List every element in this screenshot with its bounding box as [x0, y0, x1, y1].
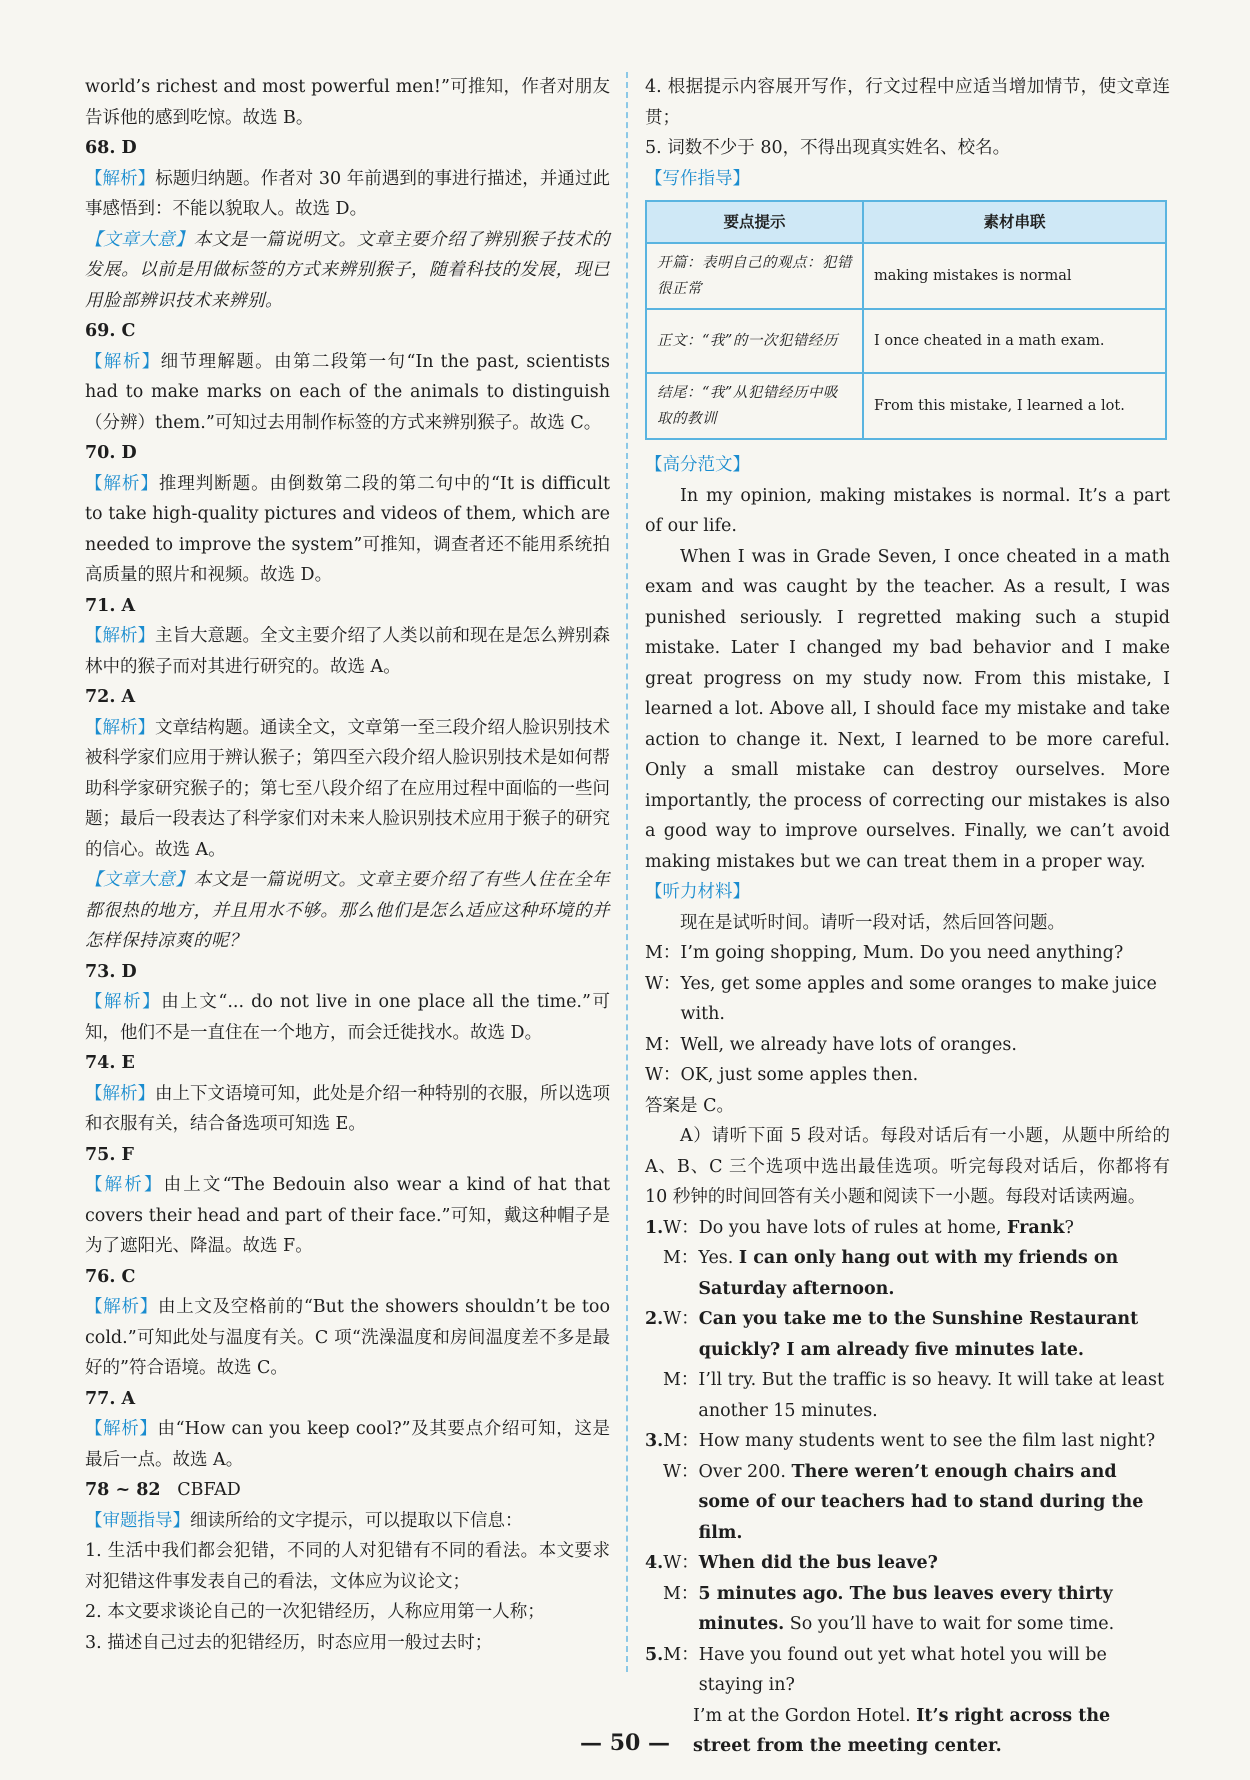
q78-82: 78 ~ 82 CBFAD: [85, 1480, 241, 1500]
q72: 72. A: [85, 687, 136, 707]
table-cell: 结尾：“我”从犯错经历中吸取的教训: [646, 373, 863, 439]
q71: 71. A: [85, 595, 136, 616]
writing-point-3: 3. 描述自己过去的犯错经历，时态应用一般过去时；: [85, 1632, 493, 1653]
writing-guide-heading: 【写作指导】: [645, 168, 750, 189]
table-header-row: [646, 201, 1166, 243]
q68-analysis: 【解析】标题归纳题。作者对 30 年前遇到的事进行描述，并通过此事感悟到：不能以貌取人。故选 D。: [85, 168, 611, 219]
sample-essay-heading: 【高分范文】: [645, 455, 750, 475]
table-cell: 开篇：表明自己的观点：犯错很正常: [646, 243, 863, 309]
q69: 69. C: [85, 321, 136, 341]
dialog-line: W： Yes, get some apples and some oranges to make juice with.: [645, 973, 1157, 1024]
writing-point-5: 5. 词数不少于 80，不得出现真实姓名、校名。: [645, 138, 1011, 158]
q70: 70. D: [85, 443, 137, 463]
dialog-line: M： I’m going shopping, Mum. Do you need anything?: [645, 943, 1124, 963]
left-column: [85, 72, 610, 1658]
q76: 76. C: [85, 1266, 136, 1287]
essay-paragraph: When I was in Grade Seven, I once cheated in a math exam and was caught by the teacher. As a result, I was punished seriously. I regretted making such a stupid mistake. Later I changed my bad behavior and I make great progress on my study now. From this mistake, I learned a lot. Above all, I should face my mistake and take action to change it. Next, I learned to be more careful. Only a small mistake can destroy ourselves. More importantly, the process of correcting our mistakes is also a good way to improve ourselves. Finally, we can’t avoid making mistakes but we can treat them in a proper way.: [645, 546, 1170, 872]
table-cell: making mistakes is normal: [863, 243, 1166, 309]
q73: 73. D: [85, 961, 137, 982]
dialog-line: W： OK, just some apples then.: [645, 1065, 919, 1085]
writing-guide-table: [645, 200, 1167, 440]
table-cell: I once cheated in a math exam.: [863, 309, 1166, 373]
q74: 74. E: [85, 1053, 135, 1073]
q72-analysis: 【解析】文章结构题。通读全文，文章第一至三段介绍人脸识别技术被科学家们应用于辨认猴子；第四至六段介绍人脸识别技术是如何帮助科学家研究猴子的；第七至八段介绍了在应用过程中面临的一些问题；最后一段表达了科学家们对未来人脸识别技术应用于猴子的研究的信心。故选 A。: [85, 717, 610, 860]
dialog-5: 5. M： Have you found out yet what hotel you will be staying in? I’m at the Gordon Hotel. It’s right across the street from the meeting center.: [645, 1644, 1111, 1756]
dialog-3: 3. M： How many students went to see the film last night? W： Over 200. There weren’t enough chairs and some of our teachers had to stand during the film.: [645, 1431, 1156, 1543]
writing-point-4: 4. 根据提示内容展开写作，行文过程中应适当增加情节，使文章连贯；: [645, 77, 1170, 128]
summary-1: 【文章大意】本文是一篇说明文。文章主要介绍了辨别猴子技术的发展。以前是用做标签的方式来辨别猴子，随着科技的发展，现已用脸部辨识技术来辨别。: [85, 229, 611, 311]
sample-answer: 答案是 C。: [645, 1095, 734, 1116]
dialog-4: 4. W： When did the bus leave? M： 5 minutes ago. The bus leaves every thirty minutes. So you’ll have to wait for some time.: [645, 1553, 1115, 1634]
listening-heading: 【听力材料】: [645, 882, 750, 902]
table-cell: From this mistake, I learned a lot.: [863, 373, 1166, 439]
table-row: [646, 309, 1166, 373]
q76-analysis: 【解析】由上文及空格前的“But the showers shouldn’t be too cold.”可知此处与温度有关。C 项“洗澡温度和房间温度差不多是最好的”符合语境。故选 C。: [85, 1297, 610, 1378]
right-column: [645, 72, 1170, 1762]
q75: 75. F: [85, 1144, 134, 1165]
table-cell: 正文：“我”的一次犯错经历: [646, 309, 863, 373]
column-divider: [626, 72, 628, 1672]
page-number: — 50 —: [580, 1730, 670, 1756]
dialog-line: M： Well, we already have lots of oranges.: [645, 1034, 1017, 1055]
dialog-1: 1. W： Do you have lots of rules at home, Frank? M： Yes. I can only hang out with my friends on Saturday afternoon.: [645, 1217, 1119, 1299]
table-header: 要点提示: [646, 201, 863, 243]
writing-point-2: 2. 本文要求谈论自己的一次犯错经历，人称应用第一人称；: [85, 1602, 545, 1622]
q69-analysis: 【解析】细节理解题。由第二段第一句“In the past, scientists had to make marks on each of the animals to distinguish（分辨）them.”可知过去用制作标签的方式来辨别猴子。故选 C。: [85, 351, 610, 433]
table-row: [646, 373, 1166, 439]
writing-point-1: 1. 生活中我们都会犯错，不同的人对犯错有不同的看法。本文要求对犯错这件事发表自己的看法，文体应为议论文；: [85, 1541, 610, 1592]
q70-analysis: 【解析】推理判断题。由倒数第二段的第二句中的“It is difficult to take high-quality pictures and videos of them, which are needed to improve the system”可推知，调查者还不能用系统拍高质量的照片和视频。故选 D。: [85, 473, 610, 585]
section-a-instructions: A）请听下面 5 段对话。每段对话后有一小题，从题中所给的 A、B、C 三个选项中选出最佳选项。听完每段对话后，你都将有 10 秒钟的时间回答有关小题和阅读下一小题。每段对话读两遍。: [645, 1126, 1170, 1207]
sample-dialog: [645, 938, 1170, 1091]
dialog-2: 2. W： Can you take me to the Sunshine Restaurant quickly? I am already five minutes late. M： I’ll try. But the traffic is so heavy. It will take at least another 15 minutes.: [645, 1309, 1165, 1421]
table-header: 素材串联: [863, 201, 1166, 243]
q73-analysis: 【解析】由上文“... do not live in one place all the time.”可知，他们不是一直住在一个地方，而会迁徙找水。故选 D。: [85, 992, 610, 1043]
table-row: [646, 243, 1166, 309]
listening-intro: 现在是试听时间。请听一段对话，然后回答问题。: [680, 912, 1065, 933]
q68: 68. D: [85, 138, 137, 158]
essay-paragraph: In my opinion, making mistakes is normal. It’s a part of our life.: [645, 485, 1170, 536]
summary-2: 【文章大意】本文是一篇说明文。文章主要介绍了有些人住在全年都很热的地方，并且用水不够。那么他们是怎么适应这种环境的并怎样保持凉爽的呢？: [85, 870, 611, 951]
q77-analysis: 【解析】由“How can you keep cool?”及其要点介绍可知，这是最后一点。故选 A。: [85, 1419, 610, 1470]
q74-analysis: 【解析】由上下文语境可知，此处是介绍一种特别的衣服，所以选项和衣服有关，结合备选项可知选 E。: [85, 1083, 610, 1134]
q75-analysis: 【解析】由上文“The Bedouin also wear a kind of hat that covers their head and part of their face.”可知，戴这种帽子是为了遮阳光、降温。故选 F。: [85, 1175, 610, 1256]
intro-text: world’s richest and most powerful men!”可推知，作者对朋友告诉他的感到吃惊。故选 B。: [85, 77, 610, 128]
writing-analysis: 【审题指导】细读所给的文字提示，可以提取以下信息：: [85, 1510, 523, 1531]
q77: 77. A: [85, 1388, 136, 1409]
q71-analysis: 【解析】主旨大意题。全文主要介绍了人类以前和现在是怎么辨别森林中的猴子而对其进行研究的。故选 A。: [85, 626, 610, 677]
